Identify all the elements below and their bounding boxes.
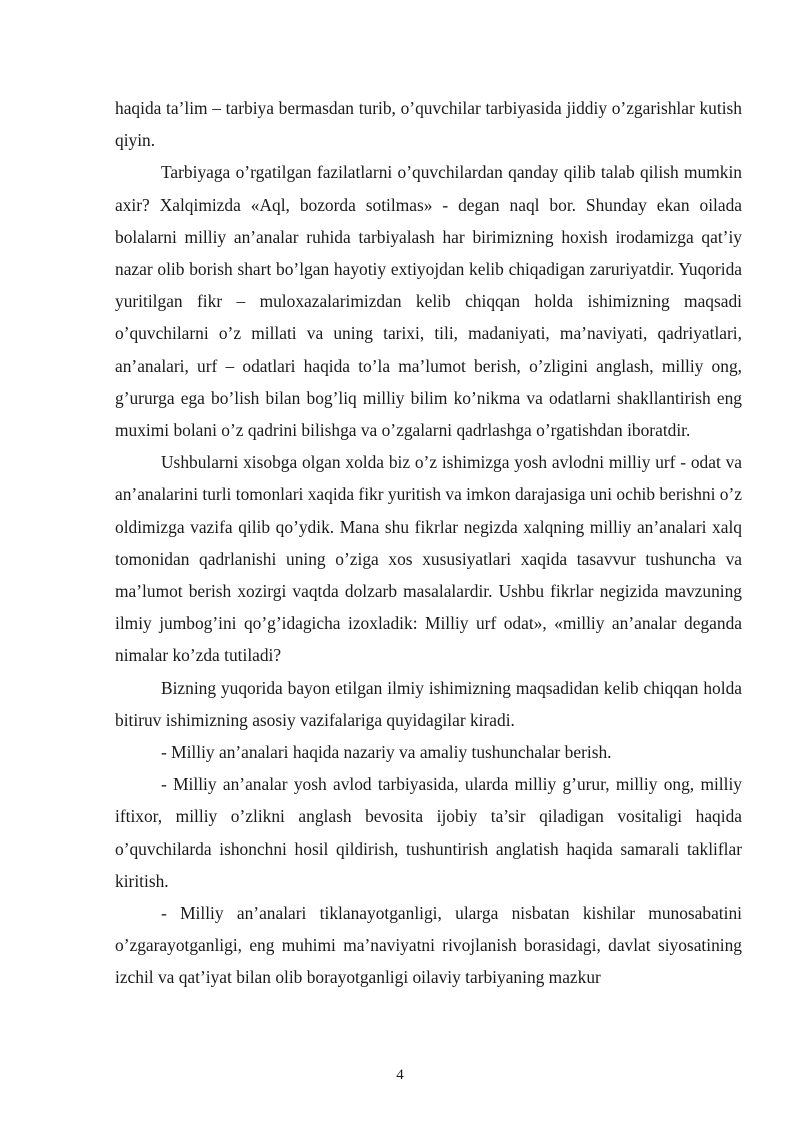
paragraph: Bizning yuqorida bayon etilgan ilmiy ishimizning maqsadidan kelib chiqqan holda bitiruv ishimizning asosiy vazifalariga quyidagilar kiradi. <box>115 677 742 730</box>
list-item: - Milliy an’analari haqida nazariy va amaliy tushunchalar berish. <box>161 742 612 763</box>
body-text <box>115 92 742 994</box>
paragraph: Ushbularni xisobga olgan xolda biz o’z ishimizga yosh avlodni milliy urf - odat va an’analarini turli tomonlari xaqida fikr yuritish va imkon darajasiga uni ochib berishni o’z oldimizga vazifa qilib qo’ydik. Mana shu fikrlar negizda xalqning milliy an’analari xalq tomonidan qadrlanishi uning o’ziga xos xususiyatlari xaqida tasavvur tushuncha va ma’lumot berish xozirgi vaqtda dolzarb masalalardir. Ushbu fikrlar negizida mavzuning ilmiy jumbog’ini qo’g’idagicha izoxladik: Milliy urf odat», «milliy an’analar deganda nimalar ko’zda tutiladi? <box>115 452 742 666</box>
paragraph-continuation: haqida ta’lim – tarbiya bermasdan turib, o’quvchilar tarbiyasida jiddiy o’zgarishlar kutish qiyin. <box>115 98 742 151</box>
list-item: - Milliy an’analar yosh avlod tarbiyasida, ularda milliy g’urur, milliy ong, milliy iftixor, milliy o’zlikni anglash bevosita ijobiy ta’sir qiladigan vositaligi haqida o’quvchilarda ishonchni hosil qildirish, tushuntirish anglatish haqida samarali takliflar kiritish. <box>115 774 742 891</box>
page-number: 4 <box>396 1067 404 1083</box>
paragraph: Tarbiyaga o’rgatilgan fazilatlarni o’quvchilardan qanday qilib talab qilish mumkin axir? Xalqimizda «Aql, bozorda sotilmas» - degan naql bor. Shunday ekan oilada bolalarni milliy an’analar ruhida tarbiyalash har birimizning hoxish irodamizga qat’iy nazar olib borish shart bo’lgan hayotiy extiyojdan kelib chiqadigan zaruriyatdir. Yuqorida yuritilgan fikr – muloxazalarimizdan kelib chiqqan holda ishimizning maqsadi o’quvchilarni o’z millati va uning tarixi, tili, madaniyati, ma’naviyati, qadriyatlari, an’analari, urf – odatlari haqida to’la ma’lumot berish, o’zligini anglash, milliy ong, g’ururga ega bo’lish bilan bog’liq milliy bilim ko’nikma va odatlarni shakllantirish eng muximi bolani o’z qadrini bilishga va o’zgalarni qadrlashga o’rgatishdan iboratdir. <box>115 162 742 441</box>
list-item: - Milliy an’analari tiklanayotganligi, ularga nisbatan kishilar munosabatini o’zgarayotganligi, eng muhimi ma’naviyatni rivojlanish borasidagi, davlat siyosatining izchil va qat’iyat bilan olib borayotganligi oilaviy tarbiyaning mazkur <box>115 903 742 988</box>
